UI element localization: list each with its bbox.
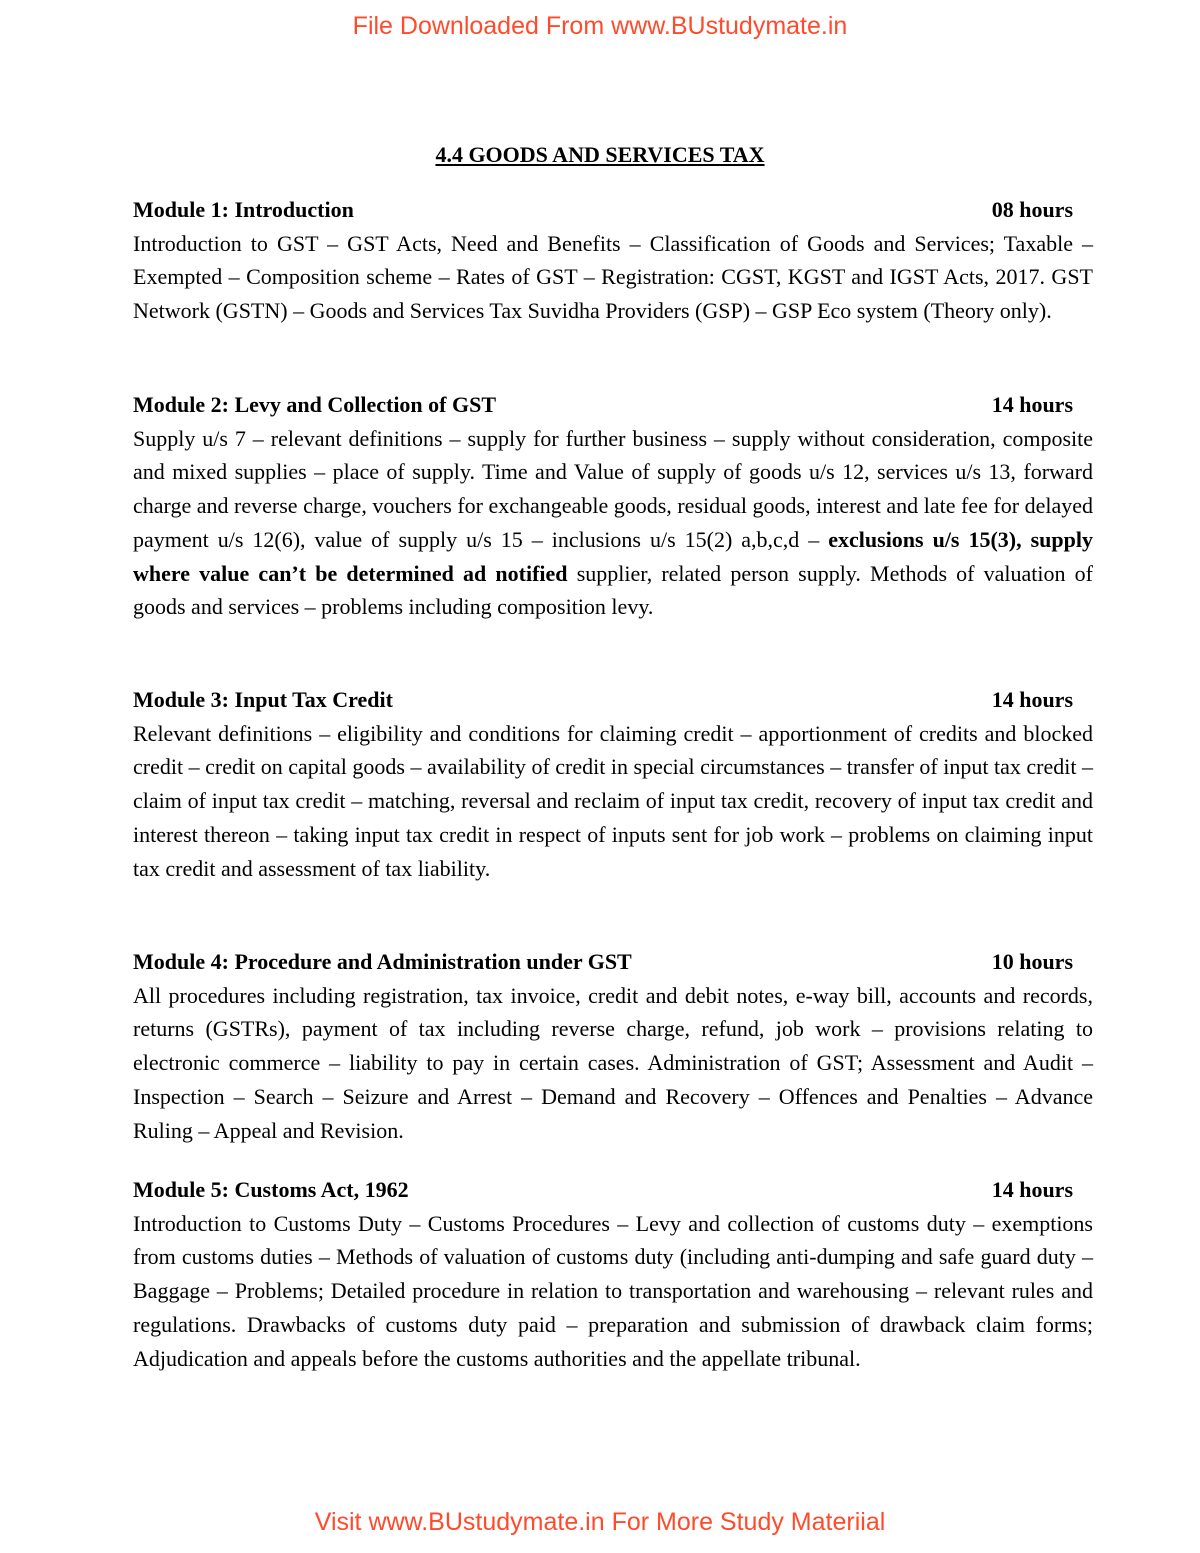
module-description: All procedures including registration, tax invoice, credit and debit notes, e-way bill, accounts and records, returns (GSTRs), payment of tax including reverse charge, refund, job work – provisions relating to electronic commerce – liability to pay in certain cases. Administration of GST; Assessment and Audit – Inspection – Search – Seizure and Arrest – Demand and Recovery – Offences and Penalties – Advance Ruling – Appeal and Revision.: [133, 982, 1093, 1143]
module-heading-row: [133, 193, 1093, 227]
module-heading: Module 5: Customs Act, 1962: [133, 1177, 409, 1202]
module-description: Introduction to GST – GST Acts, Need and Benefits – Classification of Goods and Services; Taxable – Exempted – Composition scheme – Rates of GST – Registration: CGST, KGST and IGST Acts, 2017. GST Network (GSTN) – Goods and Services Tax Suvidha Providers (GSP) – GSP Eco system (Theory only).: [133, 230, 1093, 324]
module-heading: Module 1: Introduction: [133, 197, 354, 222]
module-description: Relevant definitions – eligibility and conditions for claiming credit – apportionment of credits and blocked credit – credit on capital goods – availability of credit in special circumstances – transfer of input tax credit – claim of input tax credit – matching, reversal and reclaim of input tax credit, recovery of input tax credit and interest thereon – taking input tax credit in respect of inputs sent for job work – problems on claiming input tax credit and assessment of tax liability.: [133, 720, 1093, 881]
module-heading-row: [133, 1173, 1093, 1207]
module-hours: 10 hours: [991, 949, 1073, 974]
module-2: [133, 388, 1093, 624]
header-watermark: File Downloaded From www.BUstudymate.in: [352, 12, 848, 40]
module-1: [133, 193, 1093, 328]
module-hours: 14 hours: [991, 392, 1073, 417]
module-hours: 14 hours: [991, 687, 1073, 712]
module-5: [133, 1173, 1093, 1375]
module-description: Introduction to Customs Duty – Customs Procedures – Levy and collection of customs duty – exemptions from customs duties – Methods of valuation of customs duty (including anti-dumping and safe guard duty – Baggage – Problems; Detailed procedure in relation to transportation and warehousing – relevant rules and regulations. Drawbacks of customs duty paid – preparation and submission of drawback claim forms; Adjudication and appeals before the customs authorities and the appellate tribunal.: [133, 1210, 1093, 1371]
module-description-bold: exclusions u/s 15(3), supply where value can’t be determined ad notified: [133, 526, 1093, 586]
module-heading-row: [133, 388, 1093, 422]
module-heading: Module 2: Levy and Collection of GST: [133, 392, 497, 417]
module-heading: Module 4: Procedure and Administration under GST: [133, 949, 632, 974]
module-4: [133, 945, 1093, 1147]
module-description-part: supplier, related person supply. Methods of valuation of goods and services – problems including composition levy.: [133, 560, 1093, 620]
module-description-part: Supply u/s 7 – relevant definitions – supply for further business – supply without consideration, composite and mixed supplies – place of supply. Time and Value of supply of goods u/s 12, services u/s 13, forward charge and reverse charge, vouchers for exchangeable goods, residual goods, interest and late fee for delayed payment u/s 12(6), value of supply u/s 15 – inclusions u/s 15(2) a,b,c,d –: [133, 425, 1093, 552]
footer-watermark: Visit www.BUstudymate.in For More Study Materiial: [314, 1508, 886, 1536]
module-heading-row: [133, 683, 1093, 717]
module-heading-row: [133, 945, 1093, 979]
module-hours: 08 hours: [991, 197, 1073, 222]
page-title: 4.4 GOODS AND SERVICES TAX: [435, 142, 765, 167]
module-hours: 14 hours: [991, 1177, 1073, 1202]
module-description: [133, 422, 1093, 624]
module-3: [133, 683, 1093, 885]
module-heading: Module 3: Input Tax Credit: [133, 687, 393, 712]
